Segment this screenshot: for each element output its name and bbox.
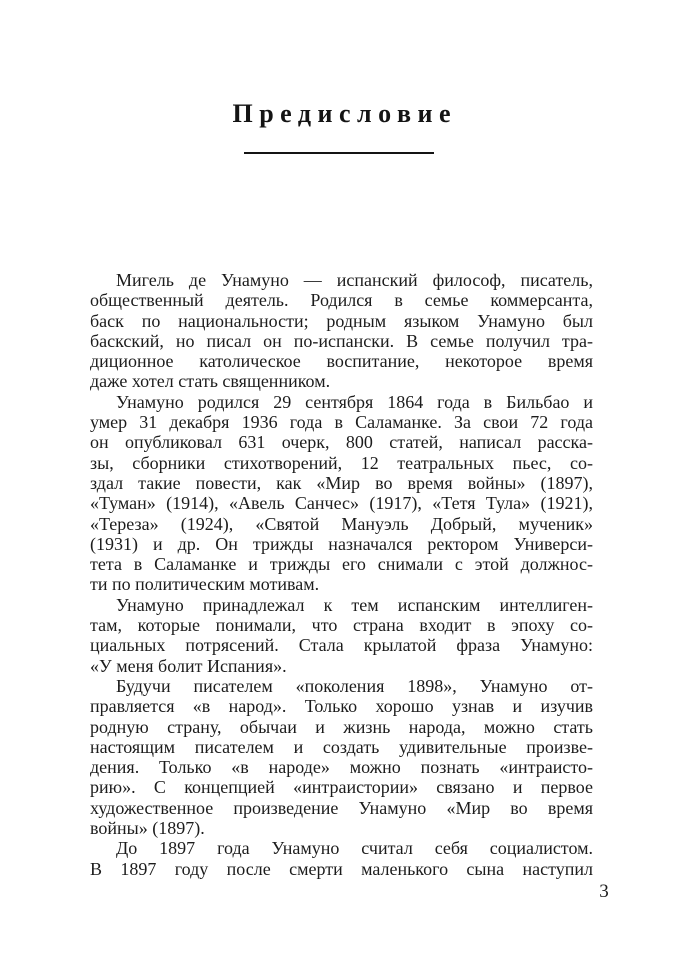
text-line: баск по национальности; родным языком Унамуно был — [90, 310, 593, 331]
text-line: Будучи писателем «поколения 1898», Унамуно от- — [116, 675, 593, 696]
text-line: Унамуно принадлежал к тем испанским интеллиген- — [116, 594, 593, 615]
text-line: здал такие повести, как «Мир во время войны» (1897), — [90, 472, 593, 493]
text-line: общественный деятель. Родился в семье коммерсанта, — [90, 290, 593, 311]
text-line: В 1897 году после смерти маленького сына наступил — [90, 858, 593, 879]
text-line: умер 31 декабря 1936 года в Саламанке. За свои 72 года — [90, 412, 593, 433]
title-divider — [244, 152, 434, 154]
text-line: тета в Саламанке и трижды его снимали с этой должнос- — [90, 554, 593, 575]
page-title: Предисловие — [232, 99, 458, 128]
text-line: войны» (1897). — [90, 818, 205, 839]
text-line: циальных потрясений. Стала крылатой фраза Унамуно: — [90, 635, 593, 656]
paragraph — [90, 392, 593, 595]
text-line: (1931) и др. Он трижды назначался ректором Универси- — [90, 533, 593, 554]
text-line: диционное католическое воспитание, некоторое время — [90, 351, 593, 372]
text-line: До 1897 года Унамуно считал себя социалистом. — [116, 838, 593, 859]
text-line: баскский, но писал он по-испански. В семье получил тра- — [90, 330, 593, 351]
text-line: даже хотел стать священником. — [90, 371, 331, 392]
text-line: «Тереза» (1924), «Святой Мануэль Добрый, мученик» — [90, 513, 593, 534]
text-line: ти по политическим мотивам. — [90, 574, 320, 595]
text-line: Мигель де Унамуно — испанский философ, писатель, — [116, 270, 593, 290]
text-line: правляется «в народ». Только хорошо узнав и изучив — [90, 696, 593, 717]
paragraph — [90, 595, 593, 676]
text-line: он опубликовал 631 очерк, 800 статей, написал расска- — [90, 432, 593, 453]
body-text — [90, 270, 593, 879]
text-line: рию». С концепцией «интраистории» связано и первое — [90, 777, 593, 798]
text-line: дения. Только «в народе» можно познать «интраисто- — [90, 757, 593, 778]
text-line: зы, сборники стихотворений, 12 театральных пьес, со- — [90, 452, 593, 473]
paragraph — [90, 676, 593, 838]
text-line: художественное произведение Унамуно «Мир во время — [90, 797, 593, 818]
text-line: там, которые понимали, что страна входит в эпоху со- — [90, 615, 593, 636]
text-line: «Туман» (1914), «Авель Санчес» (1917), «Тетя Тула» (1921), — [90, 493, 593, 514]
paragraph — [90, 270, 593, 392]
text-line: настоящим писателем и создать удивительные произве- — [90, 736, 593, 757]
page-number: 3 — [599, 881, 609, 902]
paragraph — [90, 838, 593, 879]
text-line: родную страну, обычаи и жизнь народа, можно стать — [90, 716, 593, 737]
text-line: «У меня болит Испания». — [90, 655, 287, 676]
text-line: Унамуно родился 29 сентября 1864 года в Бильбао и — [116, 391, 593, 412]
